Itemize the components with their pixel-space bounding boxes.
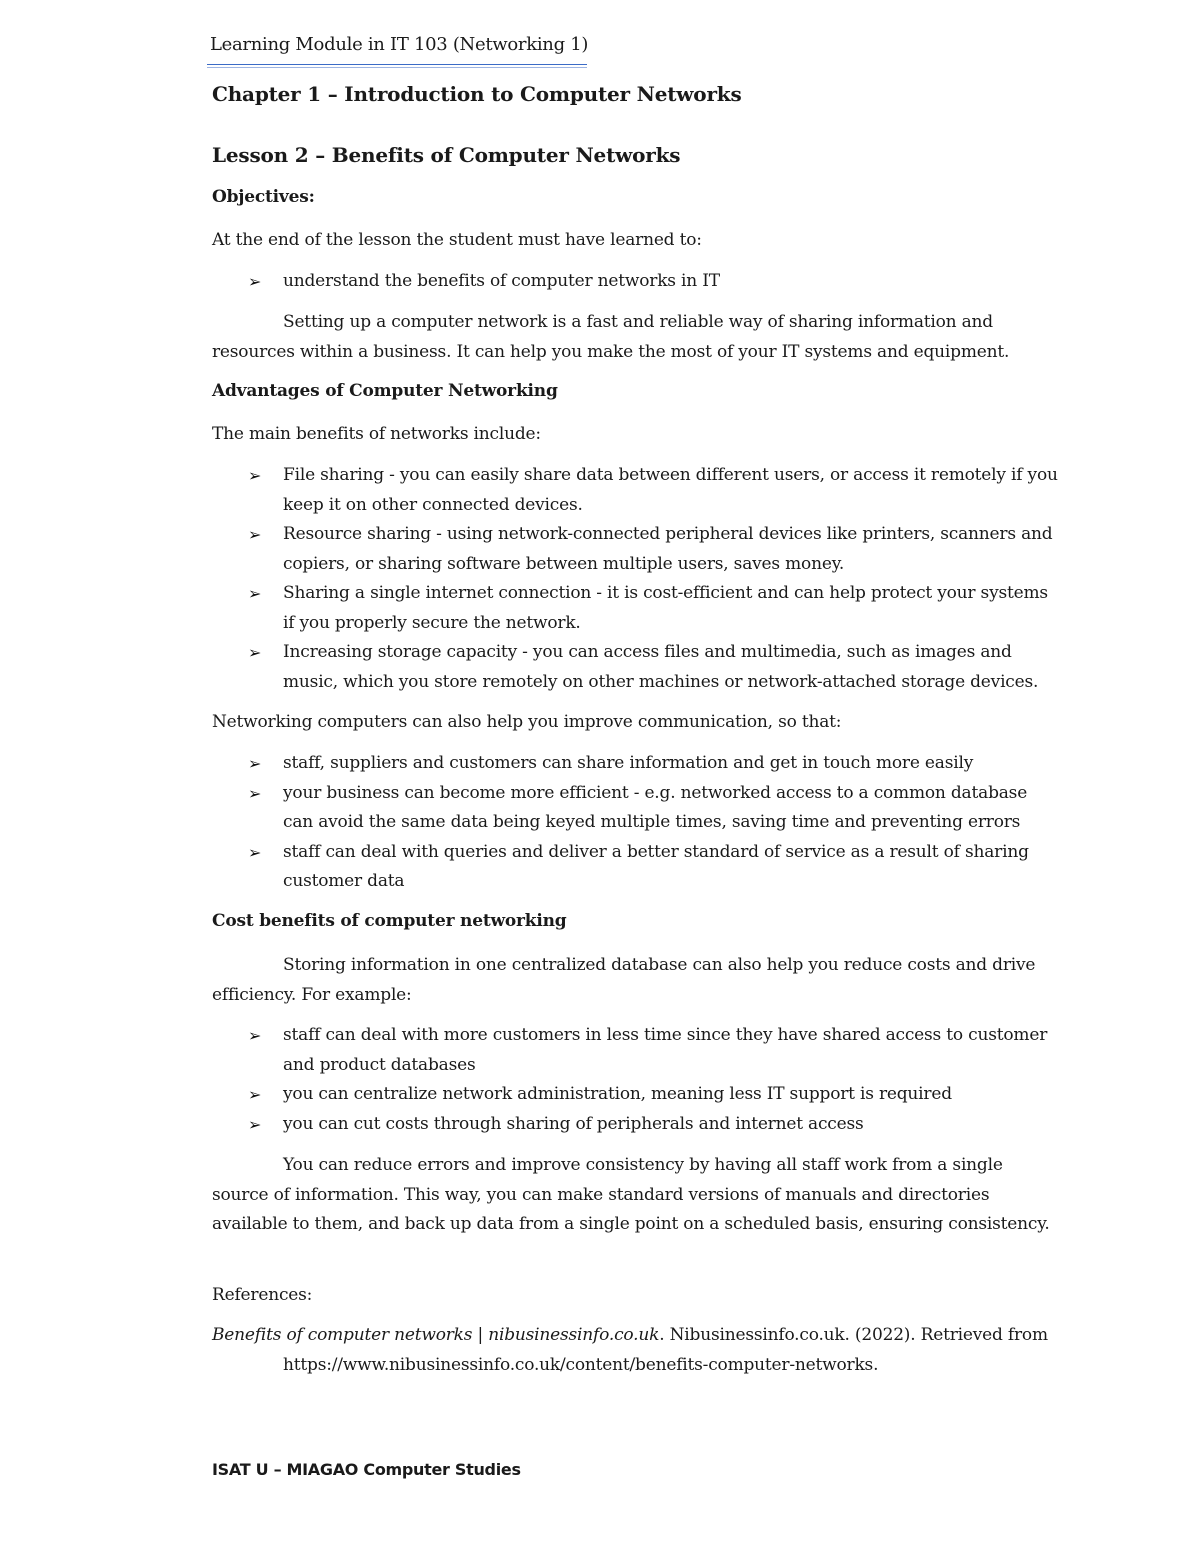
objectives-heading: Objectives: <box>212 187 315 207</box>
advantages-intro: The main benefits of networks include: <box>212 424 541 444</box>
arrowhead-bullet-icon: ➢ <box>248 783 262 803</box>
list-item-text: File sharing - you can easily share data between different users, or access it remotely if you keep it on other connected devices. <box>283 465 1058 515</box>
lesson-title: Lesson 2 – Benefits of Computer Networks <box>212 143 681 167</box>
page-header: Learning Module in IT 103 (Networking 1) <box>210 34 589 55</box>
objectives-list <box>212 267 1062 297</box>
list-item-text: you can centralize network administration, meaning less IT support is required <box>283 1084 952 1104</box>
list-item <box>212 461 1062 520</box>
arrowhead-bullet-icon: ➢ <box>248 525 262 544</box>
communication-list <box>212 749 1062 897</box>
list-item <box>212 1110 1062 1140</box>
list-item-text: Sharing a single internet connection - it is cost-efficient and can help protect your systems if you properly secure the network. <box>283 583 1048 633</box>
advantages-list <box>212 461 1062 697</box>
list-item <box>212 1080 1062 1110</box>
list-item-text: understand the benefits of computer networks in IT <box>283 271 720 291</box>
list-item <box>212 267 1062 297</box>
page-footer: ISAT U – MIAGAO Computer Studies <box>212 1460 521 1479</box>
communication-intro: Networking computers can also help you improve communication, so that: <box>212 712 842 732</box>
header-rule <box>207 64 587 65</box>
references-heading: References: <box>212 1285 313 1305</box>
chapter-title: Chapter 1 – Introduction to Computer Networks <box>212 82 742 106</box>
arrowhead-bullet-icon: ➢ <box>248 466 262 485</box>
list-item <box>212 638 1062 697</box>
arrowhead-bullet-icon: ➢ <box>248 272 262 291</box>
list-item-text: staff, suppliers and customers can share information and get in touch more easily <box>283 753 974 773</box>
reference-entry <box>212 1321 1133 1380</box>
arrowhead-bullet-icon: ➢ <box>248 643 262 662</box>
arrowhead-bullet-icon: ➢ <box>248 754 262 773</box>
list-item <box>212 1021 1062 1080</box>
cost-list <box>212 1021 1062 1139</box>
intro-paragraph: Setting up a computer network is a fast and reliable way of sharing information and resources within a business. It can help you make the most of your IT systems and equipment. <box>212 312 1010 362</box>
list-item <box>212 579 1062 638</box>
list-item-text: staff can deal with more customers in less time since they have shared access to customer and product databases <box>283 1025 1048 1075</box>
advantages-heading: Advantages of Computer Networking <box>212 381 558 401</box>
arrowhead-bullet-icon: ➢ <box>248 584 262 603</box>
list-item-text: you can cut costs through sharing of peripherals and internet access <box>283 1113 864 1134</box>
arrowhead-bullet-icon: ➢ <box>248 1026 262 1045</box>
list-item <box>212 838 1062 897</box>
arrowhead-bullet-icon: ➢ <box>248 842 262 862</box>
list-item-text: Increasing storage capacity - you can access files and multimedia, such as images and music, which you store remotely on other machines or network-attached storage devices. <box>283 642 1039 692</box>
cost-intro: Storing information in one centralized database can also help you reduce costs and drive efficiency. For example: <box>212 955 1036 1005</box>
list-item-text: your business can become more efficient - e.g. networked access to a common database can avoid the same data being keyed multiple times, saving time and preventing errors <box>283 782 1028 832</box>
reference-title: Benefits of computer networks | nibusinessinfo.co.uk <box>212 1325 660 1345</box>
list-item-text: staff can deal with queries and deliver a better standard of service as a result of sharing customer data <box>283 841 1029 891</box>
list-item <box>212 520 1062 579</box>
arrowhead-bullet-icon: ➢ <box>248 1114 262 1134</box>
list-item <box>212 749 1062 779</box>
cost-heading: Cost benefits of computer networking <box>212 911 567 931</box>
cost-closing-paragraph: You can reduce errors and improve consistency by having all staff work from a single source of information. This way, you can make standard versions of manuals and directories available to them, and back up data from a single point on a scheduled basis, ensuring consistency. <box>212 1155 1050 1234</box>
objectives-intro: At the end of the lesson the student must have learned to: <box>212 230 702 250</box>
list-item-text: Resource sharing - using network-connected peripheral devices like printers, scanners and copiers, or sharing software between multiple users, saves money. <box>283 524 1053 574</box>
header-rule-secondary <box>207 67 587 68</box>
reference-details: . Nibusinessinfo.co.uk. (2022). Retrieved from https://www.nibusinessinfo.co.uk/content/benefits-computer-networks. <box>283 1325 1048 1375</box>
list-item <box>212 779 1062 838</box>
arrowhead-bullet-icon: ➢ <box>248 1085 262 1104</box>
